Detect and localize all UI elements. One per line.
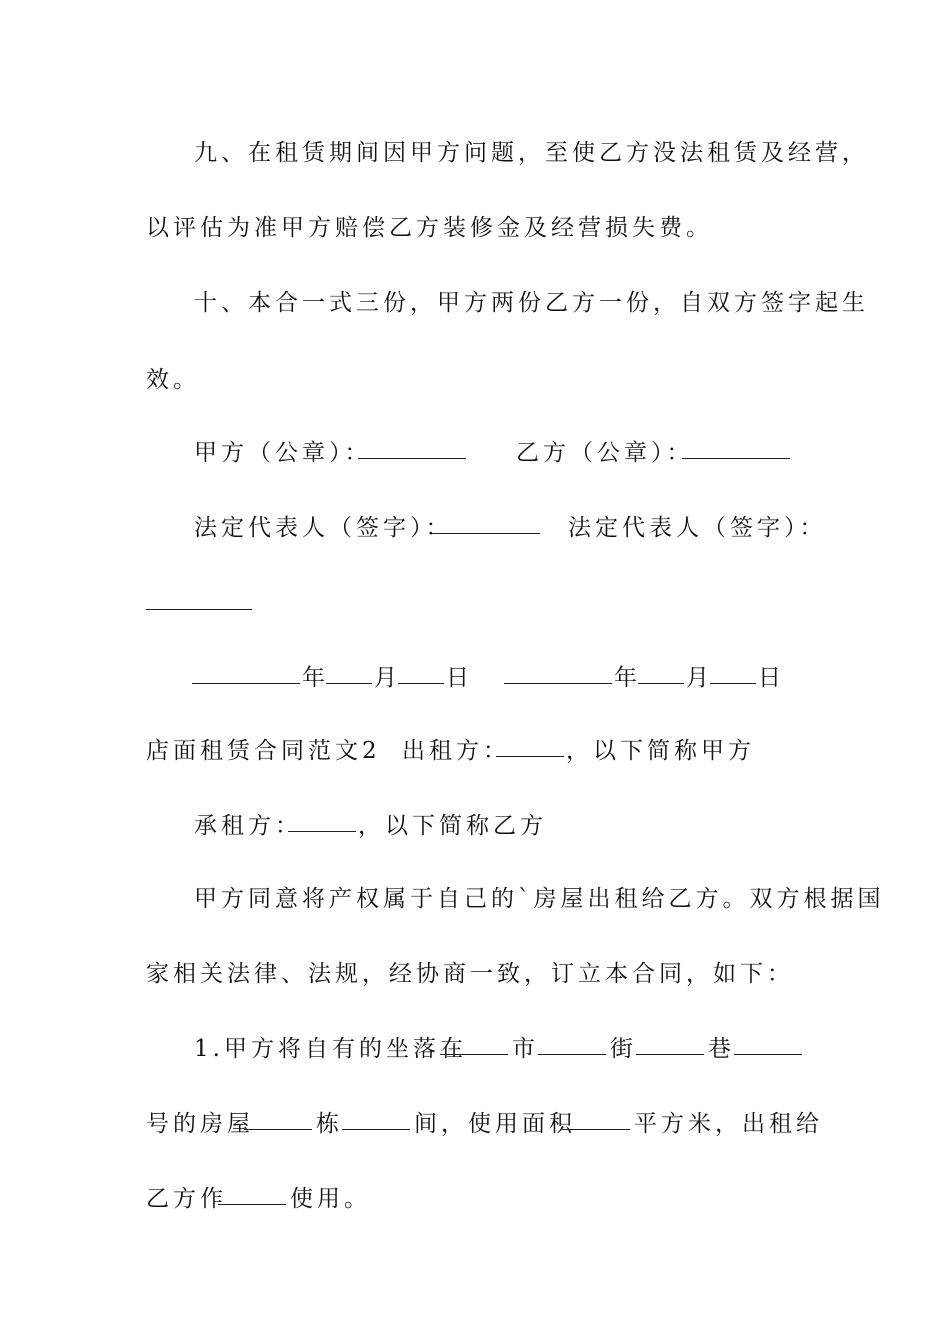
lessor-blank bbox=[496, 736, 564, 757]
city-blank bbox=[440, 1034, 508, 1055]
room-blank bbox=[342, 1109, 410, 1130]
party-b-month-blank bbox=[638, 663, 684, 684]
building-label: 栋 bbox=[316, 1111, 343, 1137]
party-a-seal-label: 甲方（公章）： bbox=[194, 440, 372, 466]
party-b-day-label: 日 bbox=[758, 665, 785, 691]
lane-label: 巷 bbox=[708, 1036, 735, 1062]
party-a-year-label: 年 bbox=[302, 665, 329, 691]
party-b-year-label: 年 bbox=[614, 665, 641, 691]
party-a-day-blank bbox=[398, 663, 444, 684]
city-label: 市 bbox=[512, 1036, 539, 1062]
clause-10-line-2: 效。 bbox=[146, 367, 200, 393]
item-1-house-label: 号的房屋 bbox=[146, 1111, 254, 1137]
party-a-seal-blank bbox=[358, 438, 466, 459]
lessee-blank bbox=[288, 811, 356, 832]
lessee-note: ，以下简称乙方 bbox=[358, 813, 547, 839]
intro-line-1: 甲方同意将产权属于自己的`房屋出租给乙方。双方根据国 bbox=[194, 886, 885, 912]
item-1-prefix: 1.甲方将自有的坐落在 bbox=[194, 1036, 467, 1062]
lane-blank bbox=[636, 1034, 704, 1055]
party-a-year-blank bbox=[192, 663, 300, 684]
party-a-day-label: 日 bbox=[446, 665, 473, 691]
usage-suffix: 使用。 bbox=[290, 1186, 371, 1212]
lessor-label: 出租方： bbox=[402, 738, 510, 764]
party-a-rep-label: 法定代表人（签字）： bbox=[194, 515, 453, 541]
area-blank bbox=[562, 1109, 630, 1130]
party-b-rep-blank bbox=[146, 589, 252, 610]
lessor-note: ，以下简称甲方 bbox=[566, 738, 755, 764]
intro-line-2: 家相关法律、法规，经协商一致，订立本合同，如下： bbox=[146, 961, 794, 987]
clause-9-line-1: 九、在租赁期间因甲方问题，至使乙方没法租赁及经营， bbox=[194, 140, 869, 166]
party-a-rep-blank bbox=[432, 513, 540, 534]
party-b-year-blank bbox=[504, 663, 612, 684]
area-unit-label: 平方米，出租给 bbox=[634, 1111, 823, 1137]
party-b-seal-label: 乙方（公章）： bbox=[516, 440, 694, 466]
party-b-month-label: 月 bbox=[686, 665, 713, 691]
street-blank bbox=[538, 1034, 606, 1055]
usage-blank bbox=[218, 1184, 286, 1205]
clause-9-line-2: 以评估为准甲方赔偿乙方装修金及经营损失费。 bbox=[146, 215, 713, 241]
party-a-month-label: 月 bbox=[374, 665, 401, 691]
area-label: 间，使用面积 bbox=[414, 1111, 576, 1137]
street-label: 街 bbox=[610, 1036, 637, 1062]
document-title: 店面租赁合同范文2 bbox=[146, 738, 381, 764]
party-b-day-blank bbox=[710, 663, 756, 684]
building-blank bbox=[244, 1109, 312, 1130]
party-b-seal-blank bbox=[682, 438, 790, 459]
party-b-rep-label: 法定代表人（签字）： bbox=[568, 515, 827, 541]
lessee-label: 承租方： bbox=[194, 813, 302, 839]
usage-label: 乙方作 bbox=[146, 1186, 227, 1212]
clause-10-line-1: 十、本合一式三份，甲方两份乙方一份，自双方签字起生 bbox=[194, 290, 869, 316]
house-number-blank bbox=[734, 1034, 802, 1055]
party-a-month-blank bbox=[326, 663, 372, 684]
